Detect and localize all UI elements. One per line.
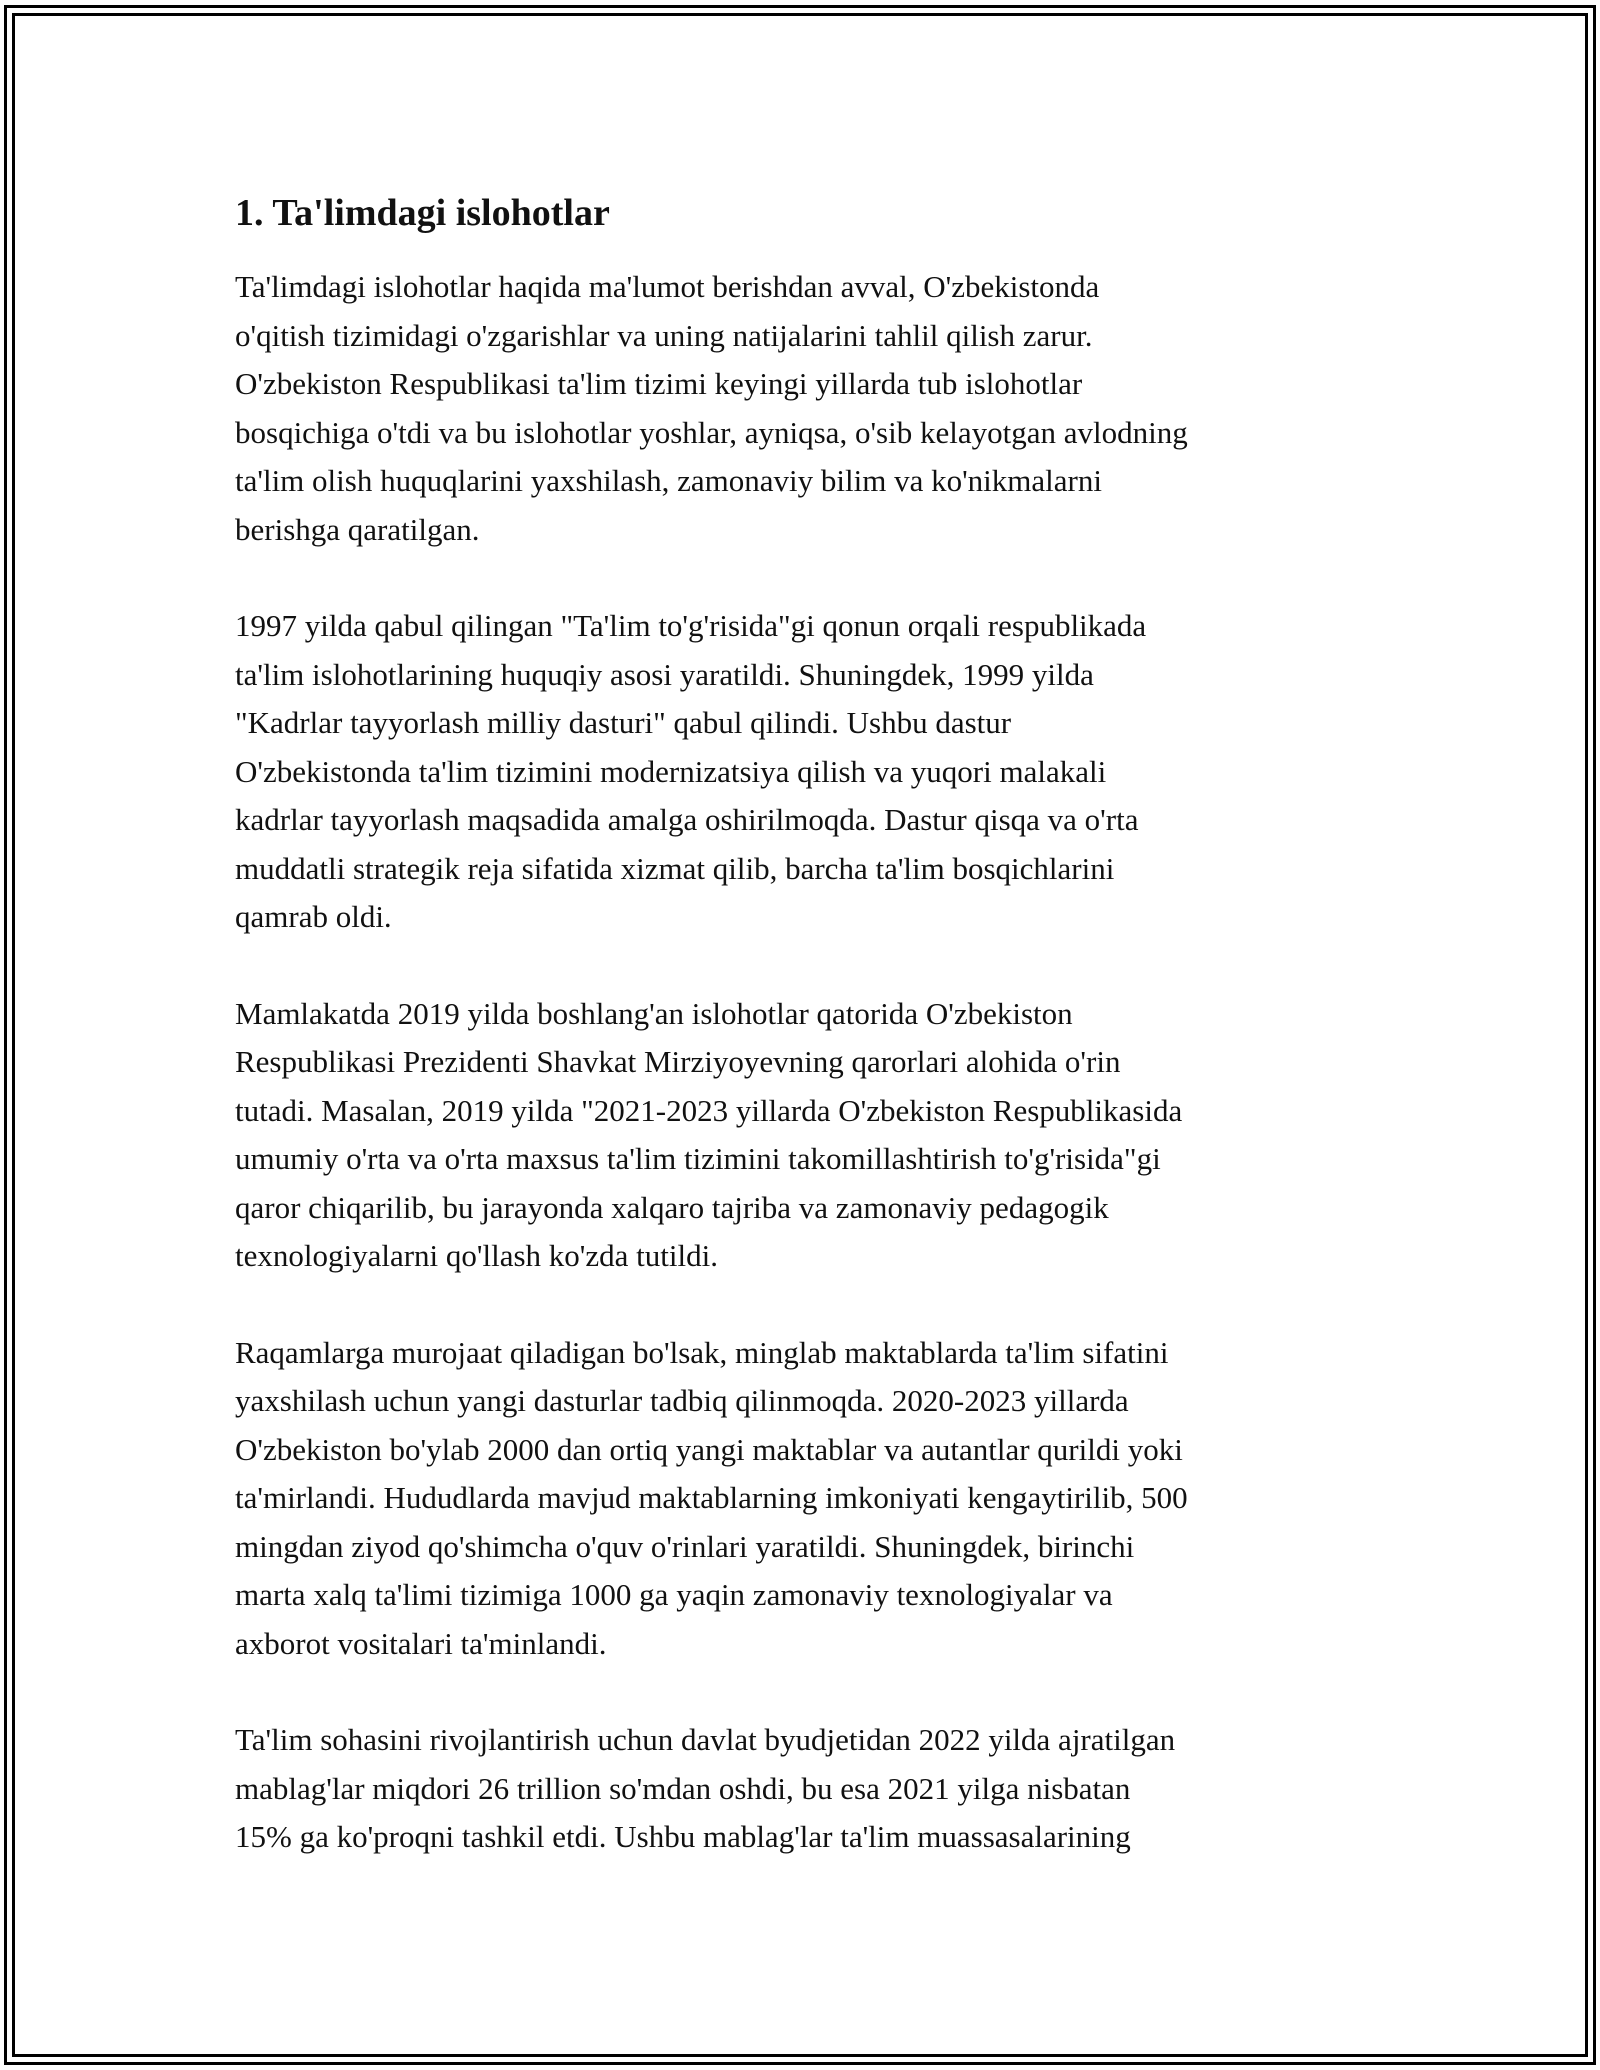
text-line: Ta'lim sohasini rivojlantirish uchun davlat byudjetidan 2022 yilda ajratilgan <box>235 1722 1176 1757</box>
document-body <box>235 185 1395 1910</box>
text-line: mablag'lar miqdori 26 trillion so'mdan oshdi, bu esa 2021 yilga nisbatan <box>235 1770 1131 1806</box>
text-line: Raqamlarga murojaat qiladigan bo'lsak, minglab maktablarda ta'lim sifatini <box>235 1334 1169 1370</box>
text-line: berishga qaratilgan. <box>235 511 480 547</box>
text-line: O'zbekiston bo'ylab 2000 dan ortiq yangi maktablar va autantlar qurildi yoki <box>235 1431 1183 1467</box>
text-line: marta xalq ta'limi tizimiga 1000 ga yaqin zamonaviy texnologiyalar va <box>235 1577 1113 1612</box>
text-line: ta'lim islohotlarining huquqiy asosi yaratildi. Shuningdek, 1999 yilda <box>235 656 1094 692</box>
text-line: 1997 yilda qabul qilingan "Ta'lim to'g'risida"gi qonun orqali respublikada <box>235 608 1147 643</box>
text-line: mingdan ziyod qo'shimcha o'quv o'rinlari yaratildi. Shuningdek, birinchi <box>235 1528 1135 1564</box>
text-line: bosqichiga o'tdi va bu islohotlar yoshlar, ayniqsa, o'sib kelayotgan avlodning <box>235 414 1188 450</box>
text-line: Mamlakatda 2019 yilda boshlang'an islohotlar qatorida O'zbekiston <box>235 995 1073 1031</box>
paragraph-3 <box>235 990 1395 1281</box>
paragraph-4 <box>235 1329 1395 1669</box>
text-line: Respublikasi Prezidenti Shavkat Mirziyoyevning qarorlari alohida o'rin <box>235 1044 1121 1079</box>
text-line: tutadi. Masalan, 2019 yilda "2021-2023 yillarda O'zbekiston Respublikasida <box>235 1092 1183 1128</box>
paragraph-2 <box>235 602 1395 942</box>
text-line: qamrab oldi. <box>235 899 392 934</box>
paragraph-5 <box>235 1716 1395 1862</box>
text-line: yaxshilash uchun yangi dasturlar tadbiq qilinmoqda. 2020-2023 yillarda <box>235 1383 1129 1418</box>
text-line: kadrlar tayyorlash maqsadida amalga oshirilmoqda. Dastur qisqa va o'rta <box>235 802 1139 837</box>
text-line: qaror chiqarilib, bu jarayonda xalqaro tajriba va zamonaviy pedagogik <box>235 1189 1109 1225</box>
text-line: "Kadrlar tayyorlash milliy dasturi" qabul qilindi. Ushbu dastur <box>235 705 1012 740</box>
paragraph-1 <box>235 263 1395 554</box>
text-line: 15% ga ko'proqni tashkil etdi. Ushbu mablag'lar ta'lim muassasalarining <box>235 1819 1131 1854</box>
text-line: umumiy o'rta va o'rta maxsus ta'lim tizimini takomillashtirish to'g'risida"gi <box>235 1141 1161 1176</box>
section-heading: 1. Ta'limdagi islohotlar <box>235 192 610 234</box>
text-line: texnologiyalarni qo'llash ko'zda tutildi. <box>235 1238 718 1273</box>
text-line: o'qitish tizimidagi o'zgarishlar va uning natijalarini tahlil qilish zarur. <box>235 317 1093 353</box>
text-line: axborot vositalari ta'minlandi. <box>235 1625 607 1661</box>
text-line: ta'lim olish huquqlarini yaxshilash, zamonaviy bilim va ko'nikmalarni <box>235 463 1102 498</box>
text-line: muddatli strategik reja sifatida xizmat qilib, barcha ta'lim bosqichlarini <box>235 850 1115 886</box>
text-line: O'zbekistonda ta'lim tizimini modernizatsiya qilish va yuqori malakali <box>235 753 1107 789</box>
text-line: ta'mirlandi. Hududlarda mavjud maktablarning imkoniyati kengaytirilib, 500 <box>235 1480 1188 1515</box>
text-line: Ta'limdagi islohotlar haqida ma'lumot berishdan avval, O'zbekistonda <box>235 269 1100 304</box>
text-line: O'zbekiston Respublikasi ta'lim tizimi keyingi yillarda tub islohotlar <box>235 366 1083 401</box>
